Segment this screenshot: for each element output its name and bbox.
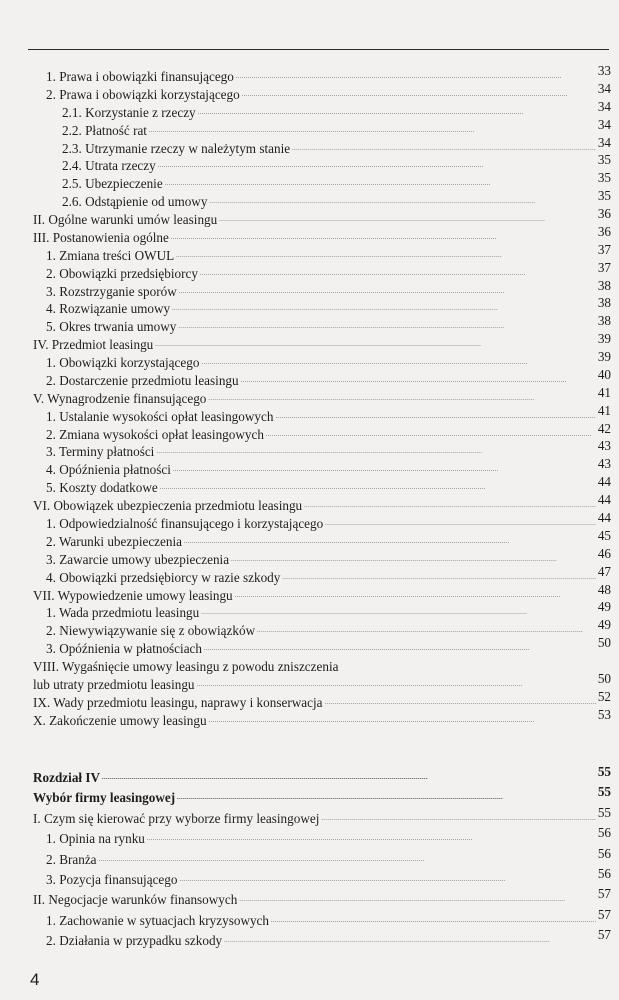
toc-page-number: 57 [597, 927, 611, 942]
toc-entry-label: 2.2. Płatność rat [62, 123, 147, 138]
toc-entry-label: 5. Koszty dodatkowe [46, 480, 158, 495]
toc-entry-3-zawarcie-umowy-ubezpieczenia [46, 547, 611, 567]
toc-entry-label: 3. Rozstrzyganie sporów [46, 284, 177, 299]
toc-entry-2-obowiazki-przedsiebiorcy [46, 261, 611, 281]
toc-entry-4-obowiazki-przedsiebiorcy-w-razie-szkod [46, 565, 611, 585]
toc-entry-v-wynagrodzenie-finansujacego [33, 386, 611, 406]
toc-entry-label: V. Wynagrodzenie finansującego [33, 391, 207, 406]
toc-page-number: 56 [597, 825, 611, 840]
toc-entry-label: 1. Prawa i obowiązki finansującego [46, 69, 234, 84]
toc-page-number: 38 [597, 295, 611, 310]
toc-page-number: 55 [597, 764, 611, 779]
toc-page-number: 34 [597, 135, 611, 150]
toc-page-number: 38 [597, 313, 611, 328]
toc-page-number: 49 [597, 617, 611, 632]
toc-page-number: 56 [597, 846, 611, 861]
toc-page-number: 44 [597, 492, 611, 507]
toc-page-number: 55 [597, 784, 611, 799]
toc-entry-3-opoznienia-w-p-atnosciach [46, 636, 611, 656]
toc-page-number: 53 [597, 707, 611, 722]
toc-page-number: 34 [597, 117, 611, 132]
toc-page-number: 46 [597, 546, 611, 561]
toc-entry-label: Rozdział IV [33, 770, 101, 785]
toc-entry-2-2-p-atnosc-rat [62, 118, 611, 138]
toc-entry-label: 1. Wada przedmiotu leasingu [46, 605, 200, 620]
toc-entry-3-terminy-p-atnosci [46, 439, 611, 459]
toc-entry-label: 2.5. Ubezpieczenie [62, 176, 163, 191]
dot-leader [177, 788, 596, 805]
toc-entry-label: 1. Obowiązki korzystającego [46, 355, 200, 370]
toc-entry-label: 2.6. Odstąpienie od umowy [62, 194, 208, 209]
toc-entry-label: 2.4. Utrata rzeczy [62, 158, 156, 173]
toc-page-number: 49 [597, 599, 611, 614]
toc-entry-label: I. Czym się kierować przy wyborze firmy leasingowej [33, 811, 320, 826]
toc-entry-label: II. Negocjacje warunków finansowych [33, 892, 238, 907]
toc-page-number: 37 [597, 260, 611, 275]
toc-entry-label: VII. Wypowiedzenie umowy leasingu [33, 588, 233, 603]
toc-entry-4-opoznienia-p-atnosci [46, 457, 611, 477]
toc-entry-4-rozwiazanie-umowy [46, 296, 611, 316]
toc-entry-1-ustalanie-wysokosci-op-at-leasingowych [46, 404, 611, 424]
dot-leader [321, 809, 595, 826]
toc-entry-ii-ogolne-warunki-umow-leasingu [33, 207, 611, 227]
toc-entry-1-prawa-i-obowiazki-finansujacego [46, 64, 611, 84]
toc-entry-label: 2. Branża [46, 852, 97, 867]
toc-entry-2-1-korzystanie-z-rzeczy [62, 100, 611, 120]
toc-page-number: 56 [597, 866, 611, 881]
toc-entry-2-niewywiazywanie-sie-z-obowiazkow [46, 618, 611, 638]
toc-entry-label: lub utraty przedmiotu leasingu [33, 677, 195, 692]
toc-entry-label: IV. Przedmiot leasingu [33, 337, 154, 352]
toc-entry-2-dostarczenie-przedmiotu-leasingu [46, 368, 611, 388]
toc-entry-label: 3. Zawarcie umowy ubezpieczenia [46, 552, 230, 567]
dot-leader [239, 890, 595, 907]
toc-entry-1-zmiana-tresci-owul [46, 243, 611, 263]
toc-entry-label: 2. Obowiązki przedsiębiorcy [46, 266, 198, 281]
toc-page-number: 40 [597, 367, 611, 382]
toc-page-number: 36 [597, 224, 611, 239]
toc-page-number: 42 [597, 421, 611, 436]
chapter-heading [33, 765, 611, 785]
toc-entry-2-warunki-ubezpieczenia [46, 529, 611, 549]
dot-leader [179, 870, 595, 887]
toc-page-number: 37 [597, 242, 611, 257]
toc-entry-label: 2.1. Korzystanie z rzeczy [62, 105, 196, 120]
toc-entry-iii-postanowienia-ogolne [33, 225, 611, 245]
dot-leader [99, 850, 596, 867]
toc-page-number: 43 [597, 438, 611, 453]
dot-leader [147, 829, 596, 846]
page-number: 4 [30, 970, 40, 989]
toc-entry-label: 1. Opinia na rynku [46, 831, 145, 846]
toc-page-number: 33 [597, 63, 611, 78]
toc-page-number: 45 [597, 528, 611, 543]
toc-entry-label: III. Postanowienia ogólne [33, 230, 169, 245]
toc-page-number: 50 [597, 671, 611, 686]
toc-page-number: 35 [597, 152, 611, 167]
toc-entry-label: 3. Opóźnienia w płatnościach [46, 641, 203, 656]
toc-entry-label: VI. Obowiązek ubezpieczenia przedmiotu leasingu [33, 498, 303, 513]
toc-entry-ii-negocjacje-warunkow-finansowych [33, 887, 611, 907]
toc-entry-5-koszty-dodatkowe [46, 475, 611, 495]
dot-leader [102, 768, 596, 785]
toc-page-number: 48 [597, 582, 611, 597]
toc-entry-label: 1. Odpowiedzialność finansującego i korzystającego [46, 516, 324, 531]
toc-page-number: 34 [597, 81, 611, 96]
toc-page-number: 47 [597, 564, 611, 579]
toc-page-number: 44 [597, 474, 611, 489]
toc-page-number: 57 [597, 907, 611, 922]
toc-entry-3-pozycja-finansujacego [46, 867, 611, 887]
toc-entry-lub-utraty-przedmiotu-leasingu [33, 672, 611, 692]
toc-page-number: 55 [597, 805, 611, 820]
toc-entry-label: 3. Terminy płatności [46, 444, 155, 459]
toc-entry-2-branza [46, 847, 611, 867]
toc-page-number: 39 [597, 331, 611, 346]
toc-page-number: 35 [597, 188, 611, 203]
toc-entry-label: Wybór firmy leasingowej [33, 790, 176, 805]
toc-entry-label: 4. Obowiązki przedsiębiorcy w razie szkody [46, 570, 281, 585]
toc-page-number: 41 [597, 403, 611, 418]
toc-entry-2-prawa-i-obowiazki-korzystajacego [46, 82, 611, 102]
dot-leader [209, 711, 596, 728]
toc-entry-label: 3. Pozycja finansującego [46, 872, 178, 887]
toc-entry-1-opinia-na-rynku [46, 826, 611, 846]
top-rule [28, 49, 609, 50]
toc-entry-label: 4. Opóźnienia płatności [46, 462, 171, 477]
toc-page-number: 36 [597, 206, 611, 221]
toc-entry-label: II. Ogólne warunki umów leasingu [33, 212, 218, 227]
toc-entry-2-dzia-ania-w-przypadku-szkody [46, 928, 611, 948]
toc-entry-vi-obowiazek-ubezpieczenia-przedmiotu-le [33, 493, 611, 513]
toc-entry-label: IX. Wady przedmiotu leasingu, naprawy i konserwacja [33, 695, 323, 710]
dot-leader [271, 911, 596, 928]
chapter-title [33, 785, 611, 805]
toc-entry-label: 2. Działania w przypadku szkody [46, 933, 223, 948]
toc-entry-viii-wygasniecie-umowy-leasingu-z-powodu [33, 654, 611, 674]
toc-entry-1-odpowiedzialnosc-finansujacego-i-korzy [46, 511, 611, 531]
toc-entry-label: 2.3. Utrzymanie rzeczy w należytym stanie [62, 141, 291, 156]
toc-entry-label: 4. Rozwiązanie umowy [46, 301, 171, 316]
toc-page-number: 34 [597, 99, 611, 114]
toc-entry-label: 2. Prawa i obowiązki korzystającego [46, 87, 240, 102]
toc-entry-1-wada-przedmiotu-leasingu [46, 600, 611, 620]
toc-entry-label: 2. Zmiana wysokości opłat leasingowych [46, 427, 264, 442]
toc-entry-2-6-odstapienie-od-umowy [62, 189, 611, 209]
toc-page-number: 43 [597, 456, 611, 471]
toc-page-number: 38 [597, 278, 611, 293]
toc-page-number: 50 [597, 635, 611, 650]
toc-page-number: 41 [597, 385, 611, 400]
toc-entry-label: 1. Ustalanie wysokości opłat leasingowych [46, 409, 274, 424]
toc-entry-2-5-ubezpieczenie [62, 171, 611, 191]
toc-entry-label: 2. Warunki ubezpieczenia [46, 534, 183, 549]
toc-entry-5-okres-trwania-umowy [46, 314, 611, 334]
toc-entry-ix-wady-przedmiotu-leasingu-naprawy-i-ko [33, 690, 611, 710]
toc-entry-1-obowiazki-korzystajacego [46, 350, 611, 370]
toc-page-number: 39 [597, 349, 611, 364]
dot-leader [224, 931, 596, 948]
toc-entry-label: 1. Zmiana treści OWUL [46, 248, 175, 263]
toc-entry-label: 5. Okres trwania umowy [46, 319, 177, 334]
toc-page-number: 35 [597, 170, 611, 185]
toc-entry-label: X. Zakończenie umowy leasingu [33, 713, 207, 728]
toc-entry-i-czym-sie-kierowac-przy-wyborze-firmy-l [33, 806, 611, 826]
toc-entry-label: 1. Zachowanie w sytuacjach kryzysowych [46, 913, 270, 928]
toc-entry-1-zachowanie-w-sytuacjach-kryzysowych [46, 908, 611, 928]
toc-page-number: 52 [597, 689, 611, 704]
toc-entry-x-zakonczenie-umowy-leasingu [33, 708, 611, 728]
toc-entry-label: VIII. Wygaśnięcie umowy leasingu z powodu zniszczenia [33, 659, 339, 674]
toc-entry-2-4-utrata-rzeczy [62, 153, 611, 173]
toc-page-number: 44 [597, 510, 611, 525]
toc-entry-label: 2. Niewywiązywanie się z obowiązków [46, 623, 256, 638]
toc-entry-iv-przedmiot-leasingu [33, 332, 611, 352]
toc-entry-label: 2. Dostarczenie przedmiotu leasingu [46, 373, 239, 388]
toc-page-number: 57 [597, 886, 611, 901]
